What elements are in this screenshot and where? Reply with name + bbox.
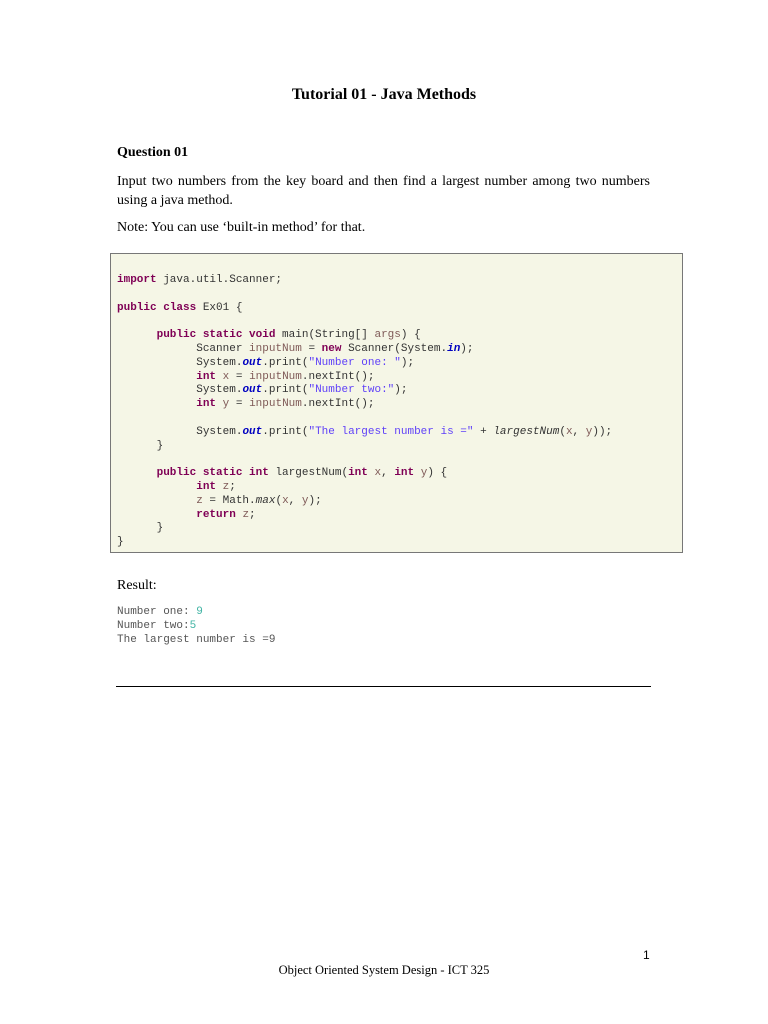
- code-token: }: [156, 522, 164, 535]
- java-code: [117, 274, 612, 550]
- code-token: ));: [592, 425, 613, 438]
- code-token: import: [117, 274, 157, 286]
- code-token: int: [196, 370, 217, 383]
- code-token: max: [255, 494, 276, 507]
- code-token: ) {: [427, 467, 448, 480]
- result-label: Result:: [117, 578, 157, 593]
- code-token: .print(: [262, 384, 309, 397]
- code-token: x: [374, 467, 382, 480]
- code-token: int: [348, 467, 368, 480]
- code-token: ,: [572, 425, 586, 438]
- code-token: inputNum: [249, 342, 302, 355]
- code-token: y: [301, 494, 309, 507]
- code-token: = Math.: [202, 494, 256, 507]
- code-token: largestNum(: [268, 467, 349, 480]
- code-token: }: [156, 439, 164, 452]
- output-text: The largest number is =9: [117, 634, 276, 646]
- code-token: y: [585, 425, 593, 438]
- code-token: args: [374, 329, 401, 342]
- code-token: Scanner(System.: [341, 342, 448, 355]
- code-token: inputNum: [249, 398, 302, 411]
- output-text: Number one:: [117, 606, 197, 618]
- code-token: }: [117, 536, 124, 549]
- code-token: );: [394, 384, 408, 397]
- document-title: Tutorial 01 - Java Methods: [291, 86, 477, 103]
- code-token: ) {: [400, 329, 421, 342]
- code-token: inputNum: [249, 370, 302, 383]
- code-token: "The largest number is =": [308, 425, 474, 438]
- horizontal-divider: [116, 686, 651, 687]
- output-text: Number two:: [117, 620, 190, 632]
- code-token: main(String[]: [275, 329, 375, 342]
- question-text: Input two numbers from the key board and then find a largest number among two numbers using a java method.: [117, 174, 650, 208]
- code-block: [110, 253, 683, 553]
- code-token: );: [460, 342, 474, 355]
- code-token: x: [222, 370, 230, 383]
- output-input-value: 5: [189, 620, 197, 632]
- page-footer: Object Oriented System Design - ICT 325: [278, 963, 490, 977]
- code-token: void: [249, 329, 276, 342]
- code-token: public: [156, 467, 197, 480]
- code-token: ;: [249, 508, 256, 521]
- code-token: class: [163, 301, 197, 314]
- code-token: out: [242, 356, 263, 369]
- code-token: z: [222, 480, 230, 493]
- code-token: ;: [229, 480, 236, 493]
- code-token: =: [229, 370, 250, 383]
- page-number: 1: [643, 948, 650, 962]
- code-token: int: [394, 467, 415, 480]
- code-token: );: [400, 356, 415, 369]
- question-heading: Question 01: [117, 145, 189, 160]
- console-output: [117, 605, 275, 647]
- code-token: .nextInt();: [301, 398, 375, 411]
- code-token: largestNum: [493, 425, 560, 438]
- code-token: java.util.Scanner;: [156, 274, 283, 286]
- code-token: ,: [288, 494, 302, 507]
- code-token: int: [249, 467, 269, 480]
- code-token: =: [301, 342, 322, 355]
- code-token: static: [202, 329, 243, 342]
- code-token: out: [242, 384, 263, 397]
- code-token: y: [222, 398, 230, 411]
- code-token: System.: [196, 425, 243, 438]
- code-token: ,: [381, 467, 395, 480]
- code-token: return: [196, 508, 236, 521]
- code-token: Scanner: [196, 342, 250, 355]
- code-token: .print(: [262, 356, 309, 369]
- code-token: new: [321, 342, 342, 355]
- code-token: System.: [196, 384, 243, 397]
- code-token: in: [447, 342, 461, 355]
- code-token: int: [196, 398, 217, 411]
- note-text: Note: You can use ‘built-in method’ for that.: [117, 220, 366, 235]
- code-token: (: [275, 494, 283, 507]
- code-token: public: [156, 329, 197, 342]
- code-token: public: [117, 301, 157, 314]
- code-token: x: [282, 494, 289, 507]
- code-token: Ex01 {: [196, 301, 243, 314]
- code-token: z: [196, 494, 203, 507]
- code-token: int: [196, 480, 217, 493]
- code-token: System.: [196, 356, 243, 369]
- code-token: z: [242, 508, 250, 521]
- output-input-value: 9: [196, 606, 203, 618]
- code-token: );: [308, 494, 322, 507]
- code-token: "Number two:": [308, 384, 395, 397]
- code-token: out: [242, 425, 263, 438]
- code-token: +: [473, 425, 494, 438]
- code-token: x: [565, 425, 573, 438]
- code-token: .print(: [262, 425, 309, 438]
- code-token: static: [202, 467, 243, 480]
- code-token: y: [420, 467, 428, 480]
- code-token: "Number one: ": [308, 356, 401, 369]
- code-token: .nextInt();: [301, 370, 375, 383]
- code-token: =: [229, 398, 250, 411]
- code-token: (: [559, 425, 566, 438]
